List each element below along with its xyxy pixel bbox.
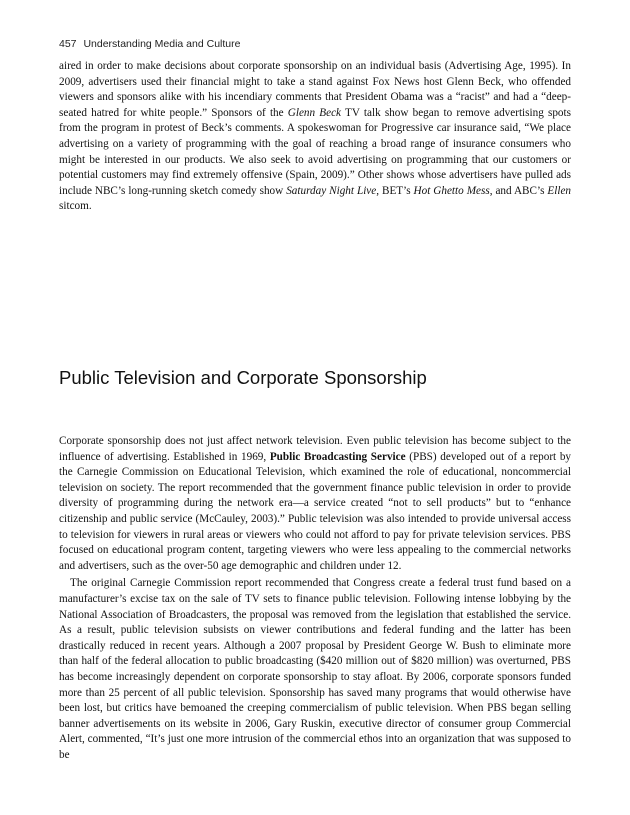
paragraph-text: aired in order to make decisions about corporate sponsorship on an individual basis (Advertising Age, 1995). In 2009, advertisers used their financial might to take a stand against Fox News host Glenn Beck, who offended viewers and sponsors alike with his incendiary comments that President Obama was a “racist” and had a “deep-seated hatred for white people.” Sponsors of the bbox=[59, 60, 571, 119]
book-title: Understanding Media and Culture bbox=[83, 38, 241, 50]
section-paragraph-1 bbox=[59, 434, 571, 574]
paragraph-text: , and ABC’s bbox=[489, 184, 548, 197]
paragraph-text: Corporate sponsorship does not just affect network television. Even public television has become subject to the influence of advertising. Established in 1969, bbox=[59, 435, 571, 463]
key-term-pbs: Public Broadcasting Service bbox=[269, 450, 406, 463]
show-title-glenn-beck: Glenn Beck bbox=[287, 106, 342, 119]
section-body bbox=[59, 434, 571, 763]
show-title-ellen: Ellen bbox=[547, 184, 572, 197]
section-paragraph-2: The original Carnegie Commission report recommended that Congress create a federal trust fund based on a manufacturer’s excise tax on the sale of TV sets to finance public television. Following intense lobbying by the National Association of Broadcasters, the proposal was removed from the legislation that established the service. As a result, public television subsists on viewer contributions and federal funding and the latter has been drastically reduced in recent years. Although a 2007 proposal by President George W. Bush to eliminate more than half of the federal allocation to public broadcasting ($420 million out of $820 million) was overturned, PBS has become increasingly dependent on corporate sponsorship to stay afloat. By 2006, corporate sponsors funded more than 25 percent of all public television. Sponsorship has saved many programs that would otherwise have been lost, but critics have bemoaned the creeping commercialism of public television. When PBS began selling banner advertisements on its website in 2006, Gary Ruskin, executive director of consumer group Commercial Alert, commented, “It’s just one more intrusion of the commercial ethos into an organization that was supposed to be bbox=[59, 577, 571, 761]
paragraph-text: (PBS) developed out of a report by the Carnegie Commission on Educational Television, which examined the role of educational, noncommercial television on society. The report recommended that the government finance public television in order to provide diversity of programming during the network era—a service created “not to sell products” but to “enhance citizenship and public service (McCauley, 2003).” Public television was also intended to provide universal access to television for viewers in rural areas or viewers who could not afford to pay for private television services. PBS focused on educational program content, targeting viewers who were less appealing to the commercial networks and advertisers, such as the over-50 age demographic and children under 12. bbox=[59, 450, 572, 572]
running-header bbox=[59, 38, 240, 50]
show-title-snl: Saturday Night Live bbox=[286, 184, 377, 197]
section-heading: Public Television and Corporate Sponsorship bbox=[59, 367, 427, 388]
page-number: 457 bbox=[59, 38, 77, 50]
show-title-hot-ghetto-mess: Hot Ghetto Mess bbox=[413, 184, 490, 197]
paragraph-text: , BET’s bbox=[376, 184, 414, 197]
paragraph-text: TV talk show began to remove advertising spots from the program in protest of Beck’s comments. A spokeswoman for Progressive car insurance said, “We place advertising on a variety of programming with the goal of reaching a broad range of insurance consumers who might be interested in our products. We also seek to avoid advertising on programming that our customers or potential customers may find extremely offensive (Spain, 2009).” Other shows whose advertisers have pulled ads include NBC’s long-running sketch comedy show bbox=[59, 106, 571, 197]
paragraph-text: sitcom. bbox=[59, 200, 92, 213]
continued-paragraph bbox=[59, 59, 571, 215]
